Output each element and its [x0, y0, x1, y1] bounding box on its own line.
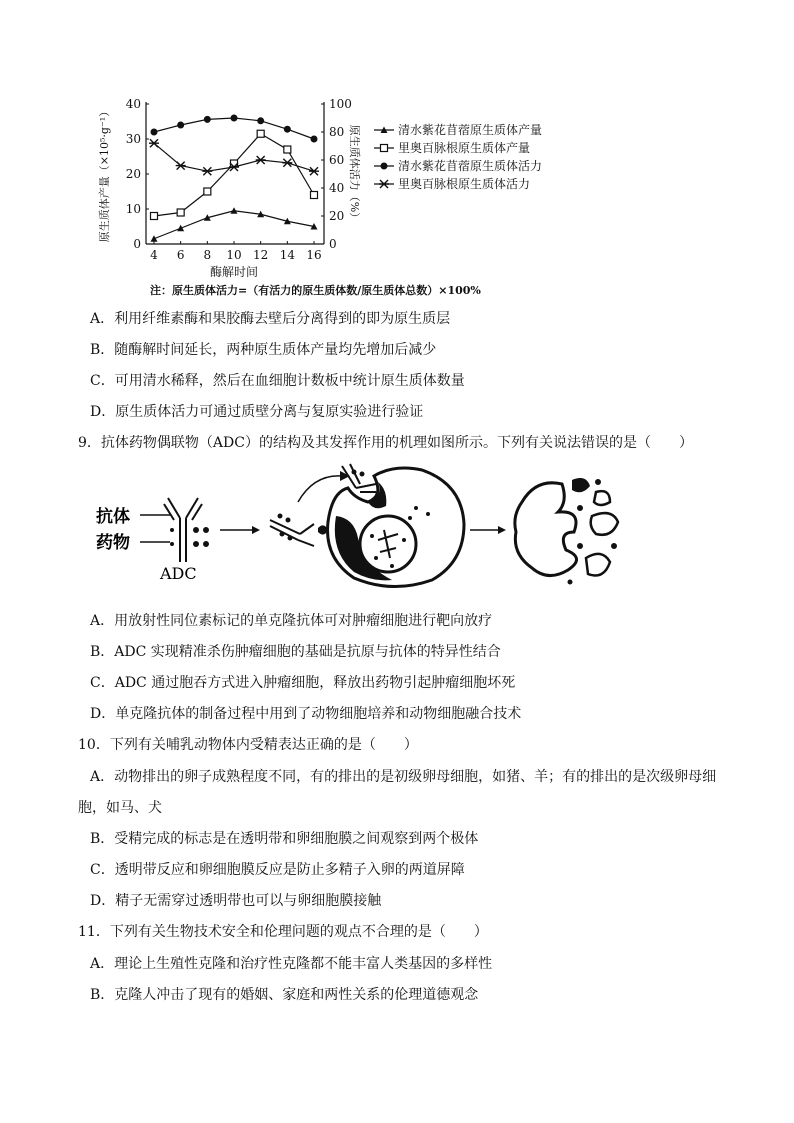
data-point — [151, 213, 158, 220]
label-adc: ADC — [160, 564, 197, 583]
chart-xlabel: 酶解时间 — [209, 265, 259, 279]
q9-option-a: A．用放射性同位素标记的单克隆抗体可对肿瘤细胞进行靶向放疗 — [90, 613, 493, 629]
legend-label: 里奥百脉根原生质体活力 — [398, 177, 531, 191]
q9-option-d: D．单克隆抗体的制备过程中用到了动物细胞培养和动物细胞融合技术 — [90, 706, 522, 722]
data-point — [151, 129, 158, 136]
data-point — [204, 116, 211, 123]
x-tick-label: 14 — [279, 248, 295, 262]
chart-note: 注：原生质体活力=（有活力的原生质体数/原生质体总数）×100% — [150, 284, 481, 297]
enzymolysis-line-chart — [96, 92, 596, 282]
chart-ylabel-left: 原生质体产量（×10⁵·g⁻¹） — [98, 105, 111, 243]
legend-marker — [379, 180, 389, 188]
data-point — [231, 115, 238, 122]
legend-label: 清水紫花苜蓿原生质体产量 — [398, 123, 543, 137]
legend-label: 清水紫花苜蓿原生质体活力 — [398, 159, 543, 173]
necrotic-cell-icon — [515, 478, 618, 585]
y-right-tick-label: 20 — [329, 209, 345, 223]
label-drug: 药物 — [96, 533, 130, 553]
q10-option-a-line1: A．动物排出的卵子成熟程度不同，有的排出的是初级卵母细胞，如猪、羊；有的排出的是次级卵母细 — [90, 769, 717, 785]
q8-option-a: A．利用纤维素酶和果胶酶去壁后分离得到的即为原生质层 — [90, 311, 451, 327]
data-point — [177, 209, 184, 216]
x-tick-label: 8 — [203, 248, 212, 262]
y-right-tick-label: 60 — [329, 153, 345, 167]
data-point — [204, 188, 211, 195]
q9-option-c: C．ADC 通过胞吞方式进入肿瘤细胞，释放出药物引起肿瘤细胞坏死 — [90, 675, 516, 691]
data-point — [177, 225, 184, 232]
q9-option-b: B．ADC 实现精准杀伤肿瘤细胞的基础是抗原与抗体的特异性结合 — [90, 644, 501, 660]
data-point — [257, 130, 264, 137]
data-point — [284, 146, 291, 153]
data-point — [256, 156, 266, 164]
y-right-tick-label: 40 — [329, 181, 345, 195]
y-right-tick-label: 100 — [329, 97, 352, 111]
legend-marker — [381, 163, 388, 170]
x-tick-label: 10 — [226, 248, 242, 262]
y-left-tick-label: 0 — [133, 237, 141, 251]
x-tick-label: 4 — [150, 248, 158, 262]
x-tick-label: 6 — [176, 248, 185, 262]
y-left-tick-label: 30 — [125, 132, 141, 146]
chart-ylabel-right: 原生质体活力（%） — [348, 124, 361, 224]
q10-option-d: D．精子无需穿过透明带也可以与卵细胞膜接触 — [90, 893, 382, 909]
chart-ticks — [126, 97, 352, 262]
label-antibody: 抗体 — [96, 507, 130, 527]
data-point — [257, 117, 264, 124]
q10-option-b: B．受精完成的标志是在透明带和卵细胞膜之间观察到两个极体 — [90, 831, 479, 847]
data-point — [282, 159, 292, 167]
adc-mechanism-diagram — [92, 462, 652, 592]
q9-stem: 9．抗体药物偶联物（ADC）的结构及其发挥作用的机理如图所示。下列有关说法错误的是（ ） — [78, 435, 693, 451]
y-left-tick-label: 20 — [125, 167, 141, 181]
data-point — [311, 192, 318, 199]
data-point — [149, 139, 159, 147]
x-tick-label: 12 — [253, 248, 269, 262]
arrow-right-icon — [470, 526, 506, 534]
q8-option-b: B．随酶解时间延长，两种原生质体产量均先增加后减少 — [90, 342, 437, 358]
y-left-tick-label: 40 — [125, 97, 141, 111]
data-point — [311, 136, 318, 143]
tumor-cell-icon — [328, 468, 464, 587]
q10-stem: 10．下列有关哺乳动物体内受精表达正确的是（ ） — [78, 737, 418, 753]
q11-option-a: A．理论上生殖性克隆和治疗性克隆都不能丰富人类基因的多样性 — [90, 956, 493, 972]
q8-option-c: C．可用清水稀释，然后在血细胞计数板中统计原生质体数量 — [90, 373, 465, 389]
y-right-tick-label: 80 — [329, 125, 345, 139]
legend-marker — [381, 145, 388, 152]
data-point — [309, 167, 319, 175]
data-point — [284, 126, 291, 133]
adc-binding-icon — [270, 520, 314, 546]
legend-label: 里奥百脉根原生质体产量 — [398, 141, 531, 155]
chart-legend — [374, 122, 542, 191]
y-right-tick-label: 0 — [329, 237, 337, 251]
q10-option-a-line2: 胞，如马、犬 — [78, 800, 162, 816]
data-point — [151, 235, 158, 242]
data-point — [177, 122, 184, 129]
x-tick-label: 16 — [306, 248, 322, 262]
data-point — [176, 162, 186, 170]
arrow-right-icon — [220, 526, 260, 534]
q11-stem: 11．下列有关生物技术安全和伦理问题的观点不合理的是（ ） — [78, 924, 488, 940]
q8-option-d: D．原生质体活力可通过质壁分离与复原实验进行验证 — [90, 404, 424, 420]
y-left-tick-label: 10 — [125, 202, 141, 216]
chart-series — [149, 115, 319, 242]
q11-option-b: B．克隆人冲击了现有的婚姻、家庭和两性关系的伦理道德观念 — [90, 987, 479, 1003]
data-point — [202, 167, 212, 175]
q10-option-c: C．透明带反应和卵细胞膜反应是防止多精子入卵的两道屏障 — [90, 862, 465, 878]
